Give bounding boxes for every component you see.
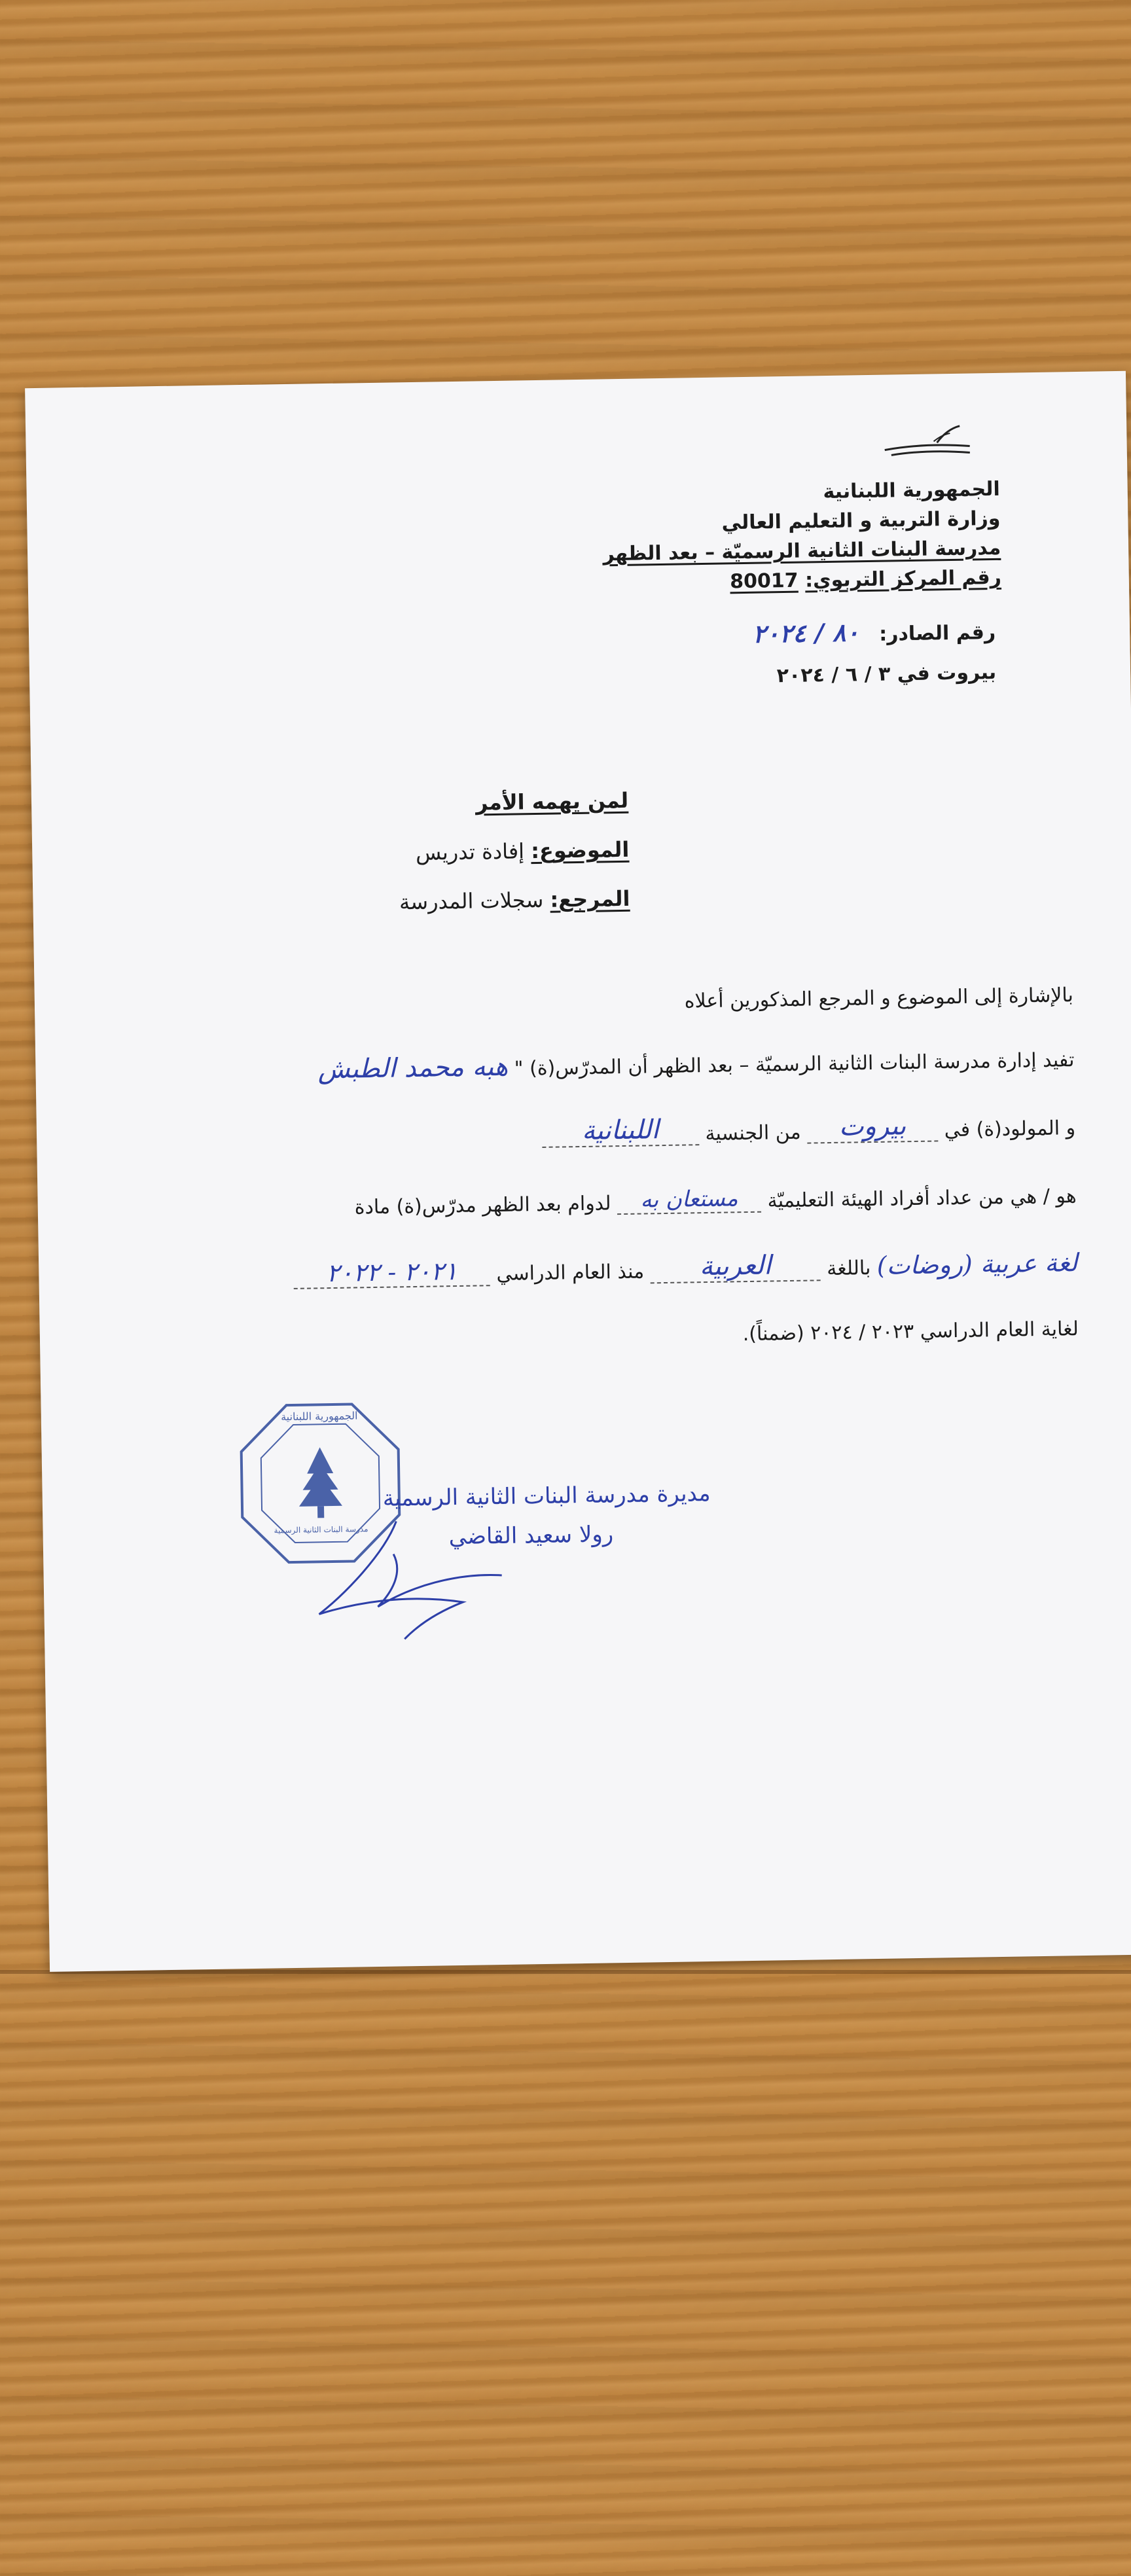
body-line-birth: [541, 1108, 1075, 1148]
since-year: ٢٠٢١ - ٢٠٢٢: [293, 1256, 490, 1289]
teacher-name: هبه محمد الطبش: [317, 1051, 509, 1085]
header-republic: الجمهورية اللبنانية: [823, 477, 1000, 504]
body-closing: لغاية العام الدراسي ٢٠٢٣ / ٢٠٢٤ (ضمناً).: [742, 1317, 1079, 1346]
ministry-logo-icon: [871, 422, 977, 463]
body-line-subject: [293, 1245, 1077, 1289]
reference-line: [399, 886, 630, 915]
taught-subject: لغة عربية (روضات): [876, 1248, 1078, 1280]
signatory-title: مديرة مدرسة البنات الثانية الرسمية: [382, 1480, 711, 1512]
contract-type: مستعان به: [617, 1185, 762, 1215]
reference-value: سجلات المدرسة: [399, 887, 544, 915]
issue-date-label: بيروت في: [897, 660, 997, 686]
header-ministry: وزارة التربية و التعليم العالي: [721, 507, 1001, 535]
nationality: اللبنانية: [541, 1114, 699, 1148]
language: العربية: [650, 1249, 821, 1283]
language-label: باللغة: [826, 1257, 871, 1281]
addressee: لمن يهمه الأمر: [475, 787, 629, 815]
stamp-outer-text: الجمهورية اللبنانية: [280, 1409, 358, 1423]
center-code-value: 80017: [729, 569, 799, 594]
body-line-contract: [354, 1180, 1077, 1219]
since-label: منذ العام الدراسي: [496, 1260, 645, 1286]
contract-suffix: لدوام بعد الظهر مدرّس(ة) مادة: [354, 1192, 611, 1219]
reference-label: المرجع:: [550, 885, 630, 912]
issue-number: [753, 615, 996, 649]
header-school: مدرسة البنات الثانية الرسميّة – بعد الظهر: [603, 536, 1001, 566]
signature-icon: [304, 1513, 522, 1647]
header-center-code: [730, 566, 1001, 594]
desk-seam: [0, 1970, 1131, 1974]
document-page: [25, 371, 1131, 1972]
born-label: و المولود(ة) في: [944, 1117, 1076, 1142]
issue-date: [776, 661, 996, 687]
body-line-teacher-prefix: تفيد إدارة مدرسة البنات الثانية الرسميّة – بعد الظهر أن المدرّس(ة) ": [514, 1048, 1075, 1081]
issue-number-label: رقم الصادر:: [878, 620, 996, 646]
body-intro: بالإشارة إلى الموضوع و المرجع المذكورين أعلاه: [684, 984, 1074, 1013]
issue-date-value: ٣ / ٦ / ٢٠٢٤: [776, 662, 891, 688]
issue-number-value: ٨٠ / ٢٠٢٤: [752, 617, 860, 649]
signatory-name: رولا سعيد القاضي: [448, 1521, 614, 1550]
center-code-label: رقم المركز التربوي:: [804, 565, 1002, 592]
subject-value: إفادة تدريس: [415, 838, 525, 865]
contract-prefix: هو / هي من عداد أفراد الهيئة التعليميّة: [767, 1185, 1077, 1213]
nationality-label: من الجنسية: [705, 1120, 801, 1146]
subject-label: الموضوع:: [530, 836, 630, 864]
birth-place: بيروت: [807, 1110, 939, 1143]
body-line-teacher: [66, 1043, 1075, 1088]
stamp-inner-text: مدرسة البنات الثانية الرسمية: [274, 1524, 368, 1535]
subject-line: [416, 837, 630, 865]
